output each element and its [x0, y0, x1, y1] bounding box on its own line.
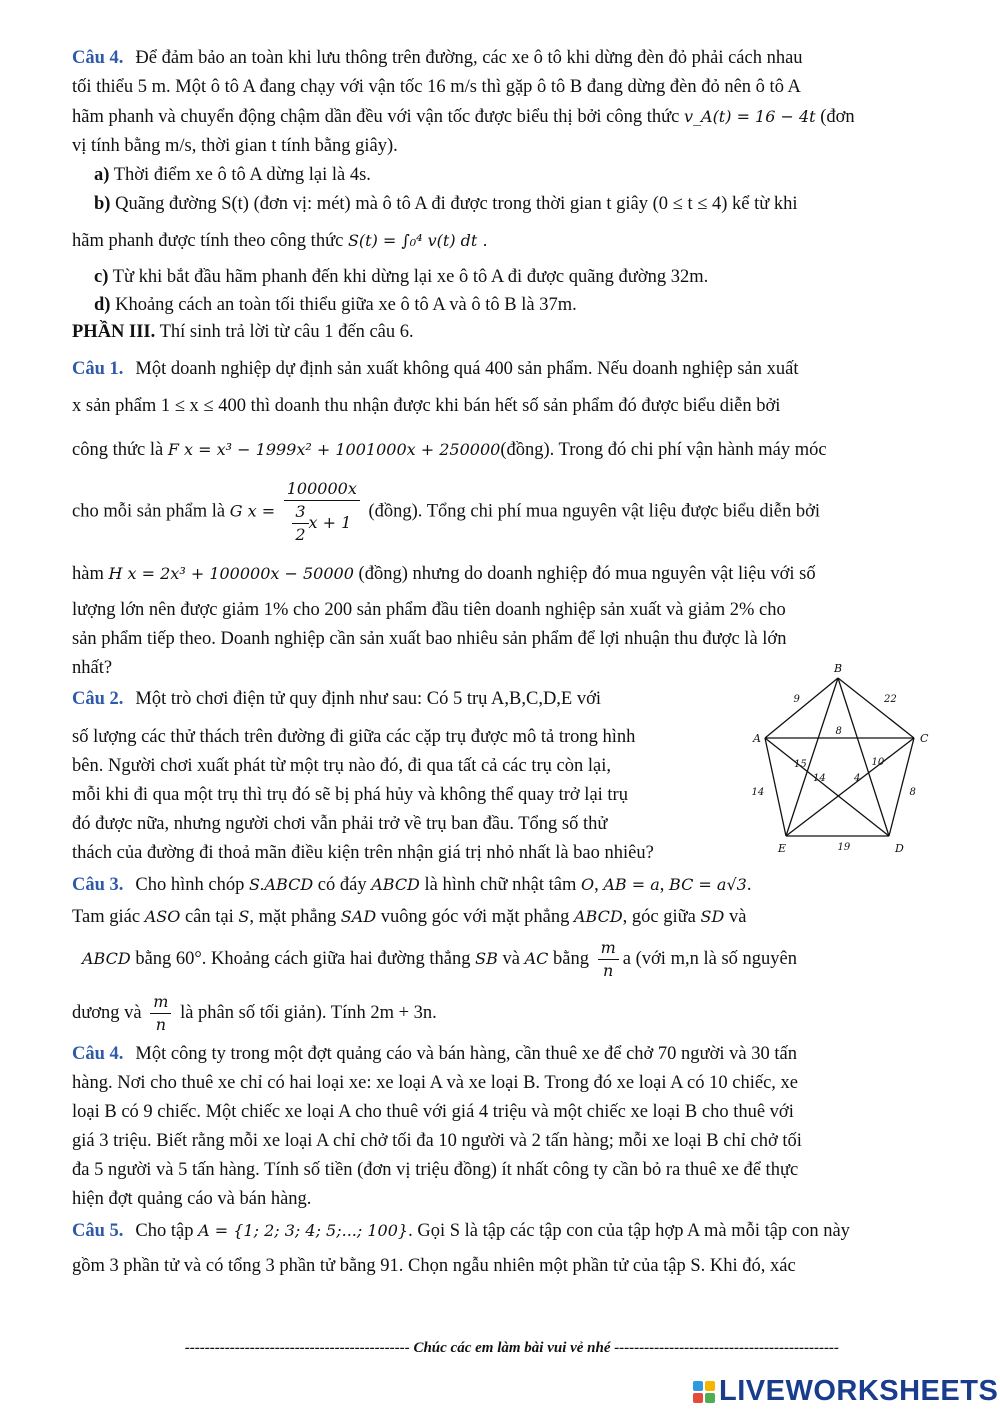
q1-label: Câu 1.	[72, 359, 124, 379]
q4a-line4: vị tính bằng m/s, thời gian t tính bằng giây).	[72, 136, 398, 156]
pentagram-graph	[686, 658, 938, 858]
vertex-label-A: A	[753, 732, 761, 745]
q1-line7: sản phẩm tiếp theo. Doanh nghiệp cần sản xuất bao nhiêu sản phẩm để lợi nhuận thu được là lớn	[72, 629, 787, 649]
q1-line2: x sản phẩm 1 ≤ x ≤ 400 thì doanh thu nhận được khi bán hết số sản phẩm đó được biểu diễn bởi	[72, 396, 781, 416]
q2-line5: đó được nữa, nhưng người chơi vẫn phải trở về trụ ban đầu. Tổng số thử	[72, 814, 608, 834]
q2-text	[72, 683, 737, 839]
q5-label: Câu 5.	[72, 1221, 124, 1241]
m-over-n-fraction: $\frac{m}{n}$	[598, 937, 619, 982]
part3-heading: PHẦN III. Thí sinh trả lời từ câu 1 đến câu 6.	[72, 322, 414, 342]
q4b-line4: giá 3 triệu. Biết rằng mỗi xe loại A chỉ chở tối đa 10 người và 2 tấn hàng; mỗi xe loại B chỉ chở tối	[72, 1131, 802, 1151]
operating-cost-fraction: 100000x $\frac{3}{2}$ x + 1	[284, 478, 360, 546]
edge-weight-A-E: 14	[751, 787, 765, 798]
q4a-line3: hãm phanh và chuyển động chậm dần đều với vận tốc được biểu thị bởi công thức v_A(t) = 16 − 4t (đơn	[72, 107, 855, 127]
q3-line3: ABCD bằng 60°. Khoảng cách giữa hai đường thẳng SB và AC bằng $\frac{m}{n}$ a (với m,n là số nguyên	[82, 938, 797, 981]
edge-weight-B-E: 15	[794, 759, 807, 770]
q4b-line6: hiện đợt quảng cáo và bán hàng.	[72, 1189, 312, 1209]
q1-line4: cho mỗi sản phẩm là G x = 100000x $\frac{3}{2}$ x + 1 (đồng). Tổng chi phí mua nguyên vật liệu được biểu diễn bởi	[72, 479, 821, 544]
q3-line4: dương và $\frac{m}{n}$ là phân số tối giản). Tính 2m + 3n.	[72, 992, 437, 1035]
q1-line3: công thức là F x = x³ − 1999x² + 1001000x + 250000(đồng). Trong đó chi phí vận hành máy móc	[72, 440, 827, 460]
q4b-line1: Câu 4. Một công ty trong một đợt quảng cáo và bán hàng, cần thuê xe để chở 70 người và 30 tấn	[72, 1044, 797, 1064]
vertex-label-E: E	[778, 842, 787, 855]
vertex-label-B: B	[834, 662, 843, 675]
q5-line1: Câu 5. Cho tập A = {1; 2; 3; 4; 5;...; 100}. Gọi S là tập các tập con của tập hợp A mà mỗi tập con này	[72, 1221, 850, 1241]
q4a-line1: Câu 4. Để đảm bảo an toàn khi lưu thông trên đường, các xe ô tô khi dừng đèn đỏ phải cách nhau	[72, 48, 803, 68]
q4b-line5: đa 5 người và 5 tấn hàng. Tính số tiền (đơn vị triệu đồng) ít nhất công ty cần bỏ ra thuê xe để thực	[72, 1160, 799, 1180]
q1-line1: Câu 1. Một doanh nghiệp dự định sản xuất không quá 400 sản phẩm. Nếu doanh nghiệp sản xuất	[72, 359, 799, 379]
edge-B-C	[835, 678, 914, 738]
edge-weight-A-D: 14	[813, 773, 826, 784]
brand-icon	[693, 1381, 715, 1403]
q3-label: Câu 3.	[72, 875, 124, 895]
q4a-item-a: a) Thời điểm xe ô tô A dừng lại là 4s.	[94, 165, 371, 185]
q4b-label: Câu 4.	[72, 1044, 124, 1064]
q3-line1: Câu 3. Cho hình chóp S.ABCD có đáy ABCD là hình chữ nhật tâm O, AB = a, BC = a√3.	[72, 875, 752, 895]
q4a-item-d: d) Khoảng cách an toàn tối thiểu giữa xe ô tô A và ô tô B là 37m.	[94, 295, 577, 315]
edge-weight-B-D: 10	[871, 757, 885, 768]
edge-weight-C-E: 4	[854, 773, 861, 784]
edge-A-B	[765, 678, 838, 738]
footer-message: --------------------------------------------- Chúc các em làm bài vui vẻ nhé ---------------------------------------------	[184, 1340, 840, 1356]
q4a-line2: tối thiểu 5 m. Một ô tô A đang chạy với vận tốc 16 m/s thì gặp ô tô B đang dừng đèn đỏ nên ô tô A	[72, 77, 801, 97]
edge-A-D	[765, 738, 889, 836]
edge-weight-B-C: 22	[884, 694, 897, 705]
q2-line6: thách của đường đi thoả mãn điều kiện trên nhận giá trị nhỏ nhất là bao nhiêu?	[72, 843, 654, 863]
edge-weight-E-D: 19	[837, 842, 851, 853]
q2-label: Câu 2.	[72, 689, 124, 709]
q2-line4: mỗi khi đi qua một trụ thì trụ đó sẽ bị phá hủy và không thể quay trở lại trụ	[72, 785, 628, 805]
m-over-n-fraction-2: $\frac{m}{n}$	[150, 991, 171, 1036]
q2-line1: Câu 2. Một trò chơi điện tử quy định như sau: Có 5 trụ A,B,C,D,E với	[72, 689, 602, 709]
vertex-label-C: C	[920, 732, 929, 745]
q1-line5: hàm H x = 2x³ + 100000x − 50000 (đồng) nhưng do doanh nghiệp đó mua nguyên vật liệu với số	[72, 564, 816, 584]
q4b-line2: hàng. Nơi cho thuê xe chỉ có hai loại xe: xe loại A và xe loại B. Trong đó xe loại A có 10 chiếc, xe	[72, 1073, 798, 1093]
q4a-item-b: b) Quãng đường S(t) (đơn vị: mét) mà ô tô A đi được trong thời gian t giây (0 ≤ t ≤ 4) kể từ khi	[94, 194, 798, 214]
q4a-item-c: c) Từ khi bắt đầu hãm phanh đến khi dừng lại xe ô tô A đi được quãng đường 32m.	[94, 267, 709, 287]
liveworksheets-logo: LIVEWORKSHEETS	[693, 1375, 998, 1408]
edge-weight-A-C: 8	[835, 726, 842, 737]
q4a-item-b-cont: hãm phanh được tính theo công thức S(t) = ∫₀⁴ v(t) dt .	[72, 231, 488, 251]
edge-weight-A-B: 9	[793, 694, 800, 705]
edge-C-E	[786, 738, 914, 836]
q4a-label: Câu 4.	[72, 48, 124, 68]
material-cost-formula: H x = 2x³ + 100000x − 50000	[108, 564, 354, 583]
q5-line2: gồm 3 phần tử và có tổng 3 phần tử bằng 91. Chọn ngẫu nhiên một phần tử của tập S. Khi đó, xác	[72, 1256, 796, 1276]
edge-weight-C-D: 8	[909, 787, 916, 798]
q3-line2: Tam giác ASO cân tại S, mặt phẳng SAD vuông góc với mặt phẳng ABCD, góc giữa SD và	[72, 907, 747, 927]
revenue-formula: F x = x³ − 1999x² + 1001000x + 250000	[167, 440, 501, 459]
q4b-line3: loại B có 9 chiếc. Một chiếc xe loại A cho thuê với giá 4 triệu và một chiếc xe loại B cho thuê với	[72, 1102, 794, 1122]
q1-line8: nhất?	[72, 658, 113, 678]
velocity-formula: v_A(t) = 16 − 4t	[683, 107, 816, 126]
q2-line3: bên. Người chơi xuất phát từ một trụ nào đó, đi qua tất cả các trụ còn lại,	[72, 756, 611, 776]
q1-line6: lượng lớn nên được giảm 1% cho 200 sản phẩm đầu tiên doanh nghiệp sản xuất và giảm 2% cho	[72, 600, 786, 620]
integral-formula: S(t) = ∫₀⁴ v(t) dt .	[347, 231, 488, 250]
vertex-label-D: D	[895, 842, 904, 855]
q2-line2: số lượng các thử thách trên đường đi giữa các cặp trụ được mô tả trong hình	[72, 727, 636, 747]
